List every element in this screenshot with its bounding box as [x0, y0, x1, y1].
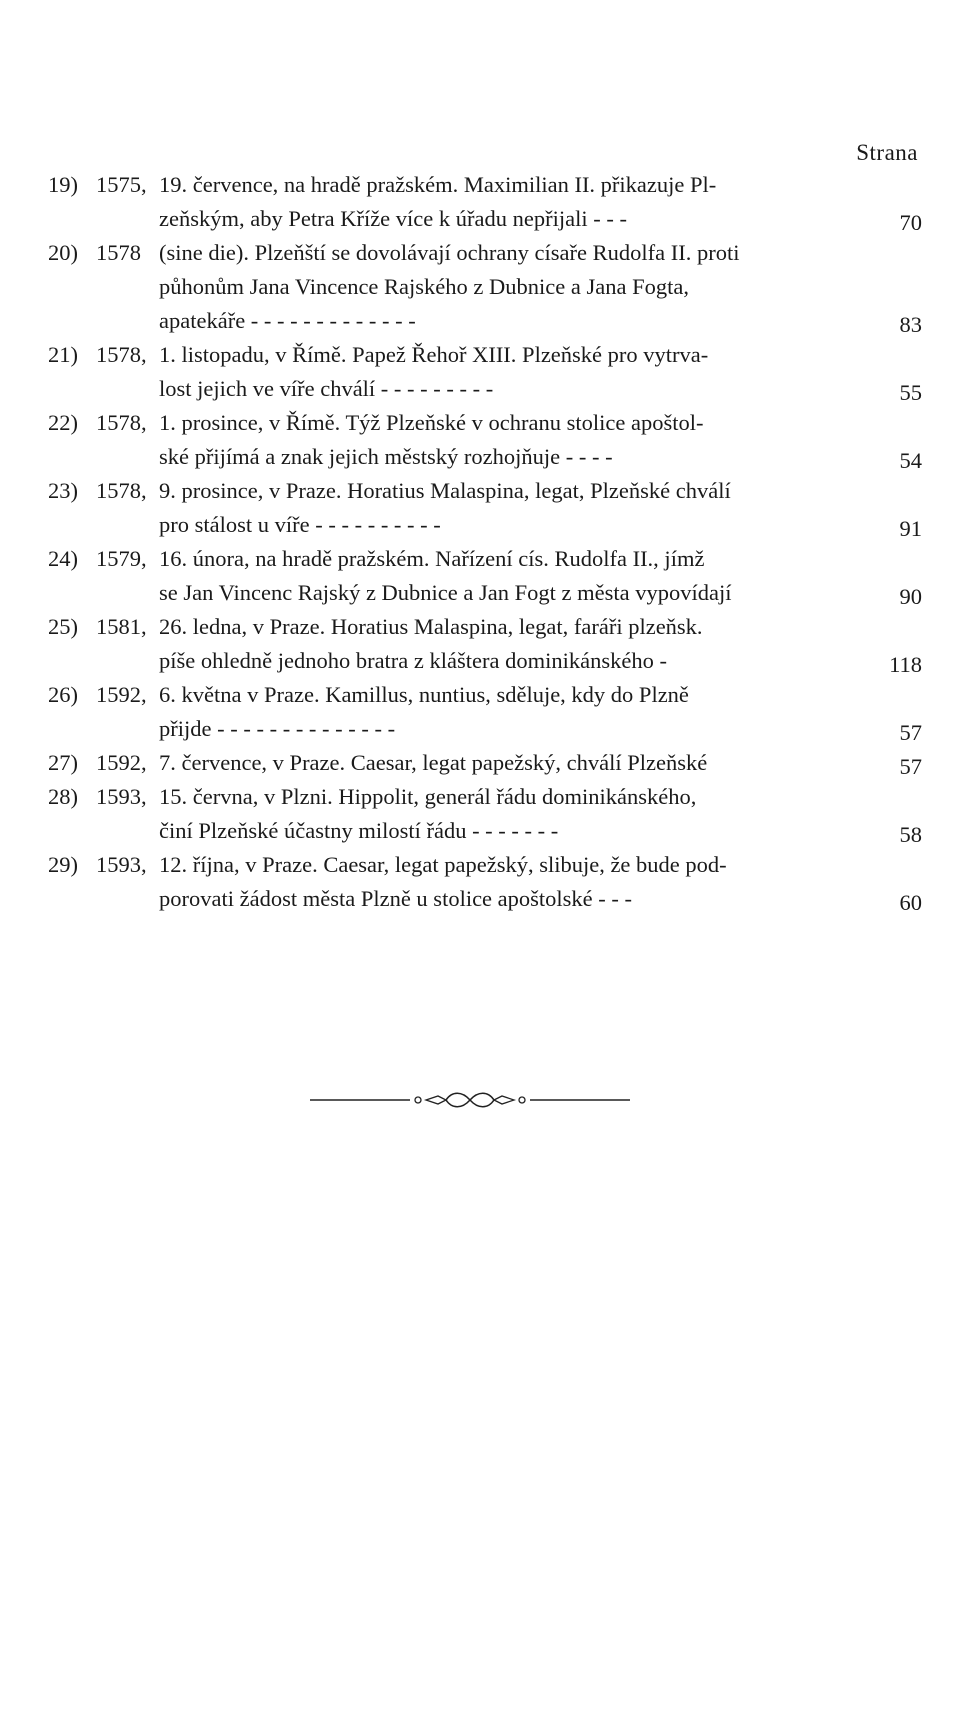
entry-text: se Jan Vincenc Rajský z Dubnice a Jan Fogt z města vypovídají — [159, 580, 732, 605]
entry-year: 1592, — [96, 682, 147, 707]
entry-text: přijde - - - - - - - - - - - - - - — [159, 716, 396, 741]
index-entry — [48, 780, 922, 848]
entry-page-number: 55 — [899, 380, 922, 405]
entry-text: (sine die). Plzeňští se dovolávají ochrany císaře Rudolfa II. proti — [159, 240, 740, 265]
entry-text: ské přijímá a znak jejich městský rozhojňuje - - - - — [159, 444, 613, 469]
entry-page-number: 58 — [899, 822, 922, 847]
entry-line — [48, 712, 922, 746]
entry-text: porovati žádost města Plzně u stolice apoštolské - - - — [159, 886, 633, 911]
entry-text: 12. října, v Praze. Caesar, legat papežský, slibuje, že bude pod- — [159, 852, 727, 877]
entry-page-number: 83 — [899, 312, 922, 337]
entry-page-number: 57 — [899, 720, 922, 745]
entry-line — [48, 202, 922, 236]
entry-number: 25) — [48, 614, 78, 639]
entry-line — [48, 576, 922, 610]
entry-line — [48, 270, 922, 304]
entry-line — [48, 440, 922, 474]
entry-page-number: 60 — [899, 890, 922, 915]
index-entry — [48, 474, 922, 542]
column-header-strana: Strana — [856, 140, 918, 165]
entry-page-number: 90 — [899, 584, 922, 609]
entry-line — [48, 508, 922, 542]
index-entry — [48, 678, 922, 746]
entry-year: 1579, — [96, 546, 147, 571]
entry-line — [48, 644, 922, 678]
entry-year: 1592, — [96, 750, 147, 775]
entry-text: 6. května v Praze. Kamillus, nuntius, sděluje, kdy do Plzně — [159, 682, 689, 707]
entry-page-number: 70 — [899, 210, 922, 235]
entry-text: píše ohledně jednoho bratra z kláštera dominikánského - — [159, 648, 667, 673]
entry-text: lost jejich ve víře chválí - - - - - - - - - — [159, 376, 494, 401]
entry-text: pro stálost u víře - - - - - - - - - - — [159, 512, 441, 537]
entry-year: 1578, — [96, 342, 147, 367]
entry-number: 26) — [48, 682, 78, 707]
entry-line — [48, 304, 922, 338]
entry-line — [48, 542, 922, 576]
index-entry — [48, 338, 922, 406]
entry-line — [48, 610, 922, 644]
entry-number: 27) — [48, 750, 78, 775]
index-entry — [48, 236, 922, 338]
entry-number: 24) — [48, 546, 78, 571]
entry-year: 1578, — [96, 410, 147, 435]
entry-page-number: 57 — [899, 754, 922, 779]
index-entry — [48, 610, 922, 678]
entry-line — [48, 372, 922, 406]
entry-text: apatekáře - - - - - - - - - - - - - — [159, 308, 416, 333]
index-entry — [48, 542, 922, 610]
entry-text: 1. listopadu, v Římě. Papež Řehoř XIII. Plzeňské pro vytrva- — [159, 342, 709, 367]
entry-line — [48, 848, 922, 882]
entry-page-number: 54 — [899, 448, 922, 473]
entry-number: 20) — [48, 240, 78, 265]
entry-text: 15. června, v Plzni. Hippolit, generál řádu dominikánského, — [159, 784, 697, 809]
entry-number: 22) — [48, 410, 78, 435]
entry-year: 1575, — [96, 172, 147, 197]
entry-line — [48, 780, 922, 814]
index-entry — [48, 168, 922, 236]
entry-text: zeňským, aby Petra Kříže více k úřadu nepřijali - - - — [159, 206, 627, 231]
entry-number: 23) — [48, 478, 78, 503]
entry-text: 7. července, v Praze. Caesar, legat papežský, chválí Plzeňské — [159, 750, 708, 775]
entry-line — [48, 678, 922, 712]
entry-line — [48, 338, 922, 372]
entry-text: 26. ledna, v Praze. Horatius Malaspina, legat, faráři plzeňsk. — [159, 614, 703, 639]
entry-number: 21) — [48, 342, 78, 367]
entry-number: 19) — [48, 172, 78, 197]
ornament-divider-icon — [310, 1088, 630, 1112]
index-entry — [48, 848, 922, 916]
entry-line — [48, 882, 922, 916]
index-entry — [48, 406, 922, 474]
entry-year: 1593, — [96, 852, 147, 877]
entry-year: 1581, — [96, 614, 147, 639]
index-entries — [48, 168, 922, 916]
entry-number: 28) — [48, 784, 78, 809]
entry-line — [48, 236, 922, 270]
index-entry — [48, 746, 922, 780]
entry-line — [48, 168, 922, 202]
entry-line — [48, 474, 922, 508]
entry-line — [48, 406, 922, 440]
entry-text: půhonům Jana Vincence Rajského z Dubnice a Jana Fogta, — [159, 274, 689, 299]
entry-text: 16. února, na hradě pražském. Nařízení cís. Rudolfa II., jímž — [159, 546, 705, 571]
entry-text: 19. července, na hradě pražském. Maximilian II. přikazuje Pl- — [159, 172, 717, 197]
entry-year: 1593, — [96, 784, 147, 809]
entry-text: 1. prosince, v Římě. Týž Plzeňské v ochranu stolice apoštol- — [159, 410, 704, 435]
entry-year: 1578 — [96, 240, 141, 265]
entry-page-number: 118 — [889, 652, 922, 677]
entry-year: 1578, — [96, 478, 147, 503]
entry-text: 9. prosince, v Praze. Horatius Malaspina, legat, Plzeňské chválí — [159, 478, 731, 503]
entry-line — [48, 746, 922, 780]
entry-number: 29) — [48, 852, 78, 877]
entry-text: činí Plzeňské účastny milostí řádu - - - - - - - — [159, 818, 559, 843]
entry-line — [48, 814, 922, 848]
entry-page-number: 91 — [899, 516, 922, 541]
